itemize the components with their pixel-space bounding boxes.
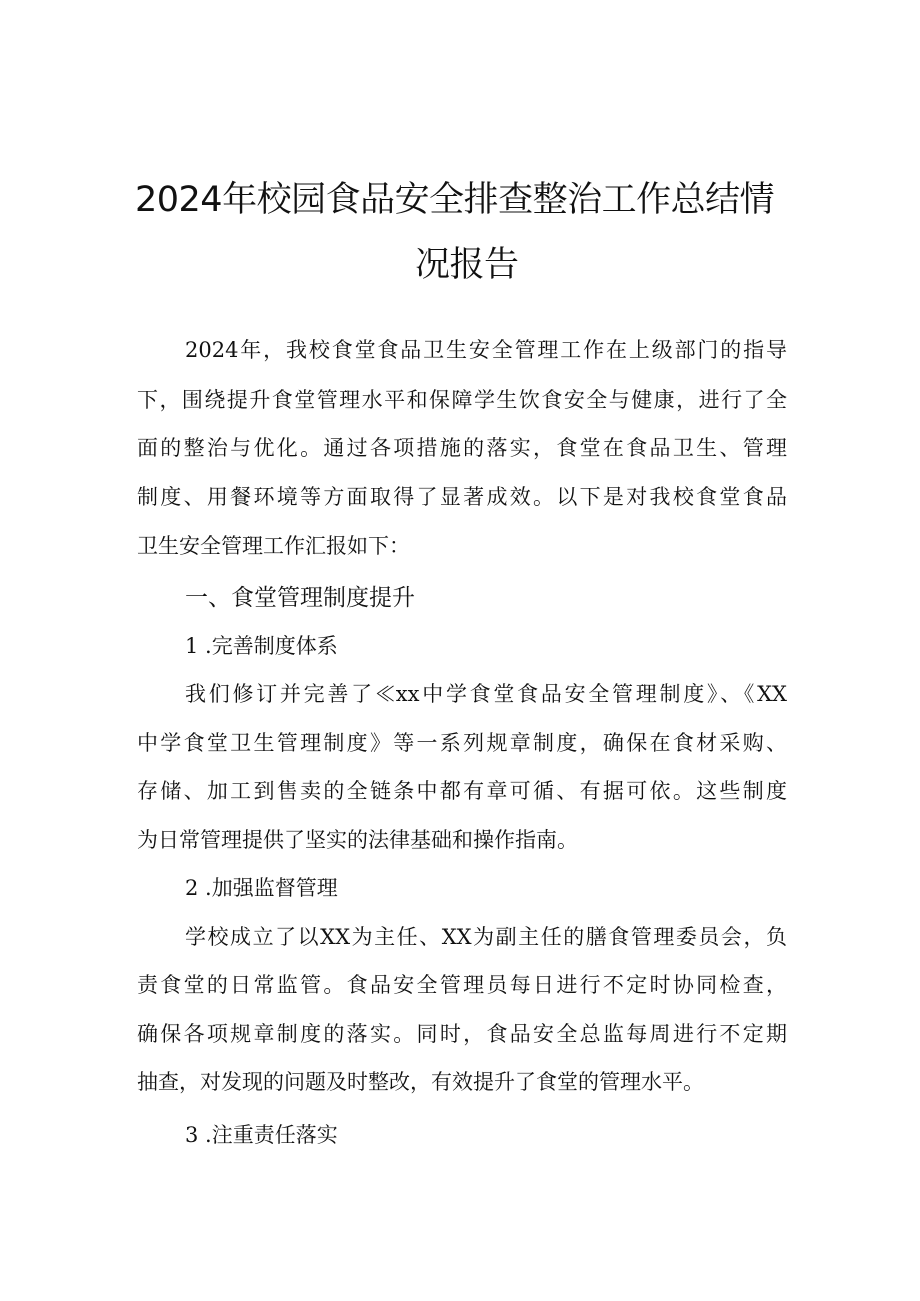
item-2-line-4: 抽查，对发现的问题及时整改，有效提升了食堂的管理水平。 [137,1070,704,1094]
item-1-line-1: 我们修订并完善了≪xx中学食堂食品安全管理制度》、《XX [185,682,787,706]
intro-line-3: 面的整治与优化。通过各项措施的落实，食堂在食品卫生、管理 [137,436,787,460]
section-1-heading: 一、食堂管理制度提升 [185,585,415,611]
document-title-line-1: 2024年校园食品安全排查整治工作总结情 [135,180,775,220]
intro-line-4: 制度、用餐环境等方面取得了显著成效。以下是对我校食堂食品 [137,485,787,509]
intro-line-1: 2024年，我校食堂食品卫生安全管理工作在上级部门的指导 [185,338,787,362]
item-2-line-2: 责食堂的日常监管。食品安全管理员每日进行不定时协同检查， [137,973,787,997]
item-1-line-2: 中学食堂卫生管理制度》等一系列规章制度，确保在食材采购、 [137,731,787,755]
item-1-line-4: 为日常管理提供了坚实的法律基础和操作指南。 [137,828,578,852]
document-title-line-2: 况报告 [415,245,519,285]
item-3-heading: 3 .注重责任落实 [185,1123,338,1147]
intro-line-2: 下，围绕提升食堂管理水平和保障学生饮食安全与健康，进行了全 [137,388,787,412]
item-1-line-3: 存储、加工到售卖的全链条中都有章可循、有据可依。这些制度 [137,779,787,803]
item-1-heading: 1 .完善制度体系 [185,634,338,658]
item-2-heading: 2 .加强监督管理 [185,876,338,900]
item-2-line-1: 学校成立了以XX为主任、XX为副主任的膳食管理委员会，负 [185,925,787,949]
intro-line-5: 卫生安全管理工作汇报如下： [137,534,410,558]
item-2-line-3: 确保各项规章制度的落实。同时，食品安全总监每周进行不定期 [137,1022,787,1046]
